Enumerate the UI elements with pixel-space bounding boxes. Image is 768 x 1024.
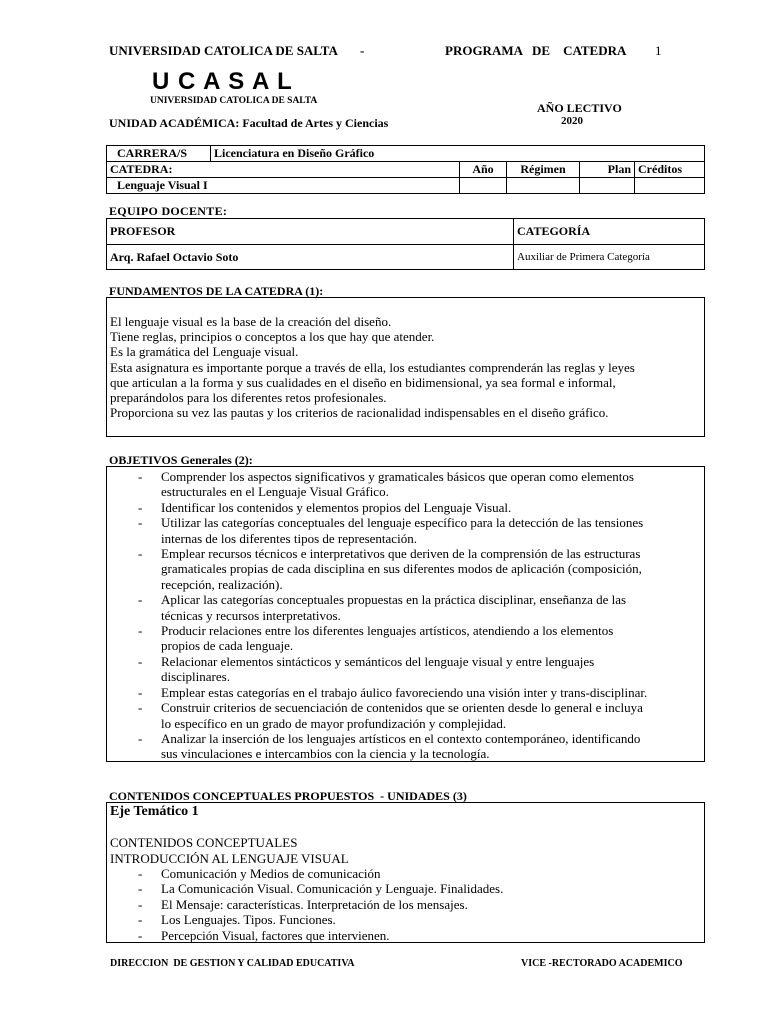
fundamentos-title: FUNDAMENTOS DE LA CATEDRA (1): (109, 284, 324, 298)
fundamentos-box (106, 297, 705, 437)
contenido-item: - Percepción Visual, factores que intervienen. (107, 928, 704, 943)
objetivo-item: - Producir relaciones entre los diferentes lenguajes artísticos, atendiendo a los elementos propios de cada lenguaje. (107, 623, 704, 654)
contenidos-title: CONTENIDOS CONCEPTUALES PROPUESTOS - UNIDADES (3) (109, 789, 467, 803)
col-regimen: Régimen (507, 162, 580, 178)
footer-right: VICE -RECTORADO ACADEMICO (521, 958, 683, 969)
team-title: EQUIPO DOCENTE: (109, 204, 228, 218)
col-categoria: CATEGORÍA (514, 219, 705, 245)
col-ano: Año (460, 162, 507, 178)
col-profesor: PROFESOR (107, 219, 514, 245)
contenido-item: - Comunicación y Medios de comunicación (107, 866, 704, 881)
header-program: PROGRAMA DE CATEDRA (445, 43, 627, 58)
col-plan: Plan (580, 162, 635, 178)
objetivo-item: - Emplear recursos técnicos e interpretativos que deriven de la comprensión de las estructuras gramaticales propias de cada disciplina en sus diferentes modos de aplicación (composición, recepción, realización). (107, 546, 704, 592)
objetivo-item: - Construir criterios de secuenciación de contenidos que se orienten desde lo general e incluya lo específico en un grado de mayor profundización y complejidad. (107, 700, 704, 731)
fundamentos-line: Proporciona su vez las pautas y los criterios de racionalidad indispensables en el diseño gráfico. (110, 405, 609, 421)
contenido-item: - El Mensaje: características. Interpretación de los mensajes. (107, 897, 704, 912)
objetivo-item: - Aplicar las categorías conceptuales propuestas en la práctica disciplinar, enseñanza de las técnicas y recursos interpretativos. (107, 592, 704, 623)
career-value: Licenciatura en Diseño Gráfico (211, 146, 705, 162)
career-table (106, 145, 705, 194)
contenido-item: - La Comunicación Visual. Comunicación y Lenguaje. Finalidades. (107, 881, 704, 896)
logo-subtitle: UNIVERSIDAD CATOLICA DE SALTA (150, 96, 318, 106)
fundamentos-line: preparándolos para los diferentes retos profesionales. (110, 390, 387, 406)
objetivo-item: - Comprender los aspectos significativos y gramaticales básicos que operan como elementos estructurales en el Lenguaje Visual Gráfico. (107, 469, 704, 500)
career-label: CARRERA/S (107, 146, 211, 162)
contenidos-box (106, 802, 705, 943)
fundamentos-line: Es la gramática del Lenguaje visual. (110, 344, 299, 360)
eje-tematico: Eje Temático 1 (110, 804, 199, 819)
objetivo-item: - Analizar la inserción de los lenguajes artísticos en el contexto contemporáneo, identificando sus vinculaciones e intercambios con la ciencia y la tecnología. (107, 731, 704, 762)
objetivos-list (107, 469, 704, 762)
catedra-value: Lenguaje Visual I (107, 178, 460, 194)
contenidos-intro: INTRODUCCIÓN AL LENGUAJE VISUAL (110, 850, 349, 866)
fundamentos-line: que articulan a la forma y sus cualidades en el diseño en bidimensional, ya sea formal e informal, (110, 374, 616, 390)
col-creditos: Créditos (635, 162, 705, 178)
contenidos-list (107, 866, 704, 943)
footer-left: DIRECCION DE GESTION Y CALIDAD EDUCATIVA (110, 958, 355, 969)
objetivos-title: OBJETIVOS Generales (2): (109, 453, 253, 467)
fundamentos-line: Tiene reglas, principios o conceptos a los que hay que atender. (110, 329, 435, 345)
header-university: UNIVERSIDAD CATOLICA DE SALTA (109, 43, 338, 58)
ucasal-logo: U C A S A L (152, 68, 293, 95)
profesor-category: Auxiliar de Primera Categoría (514, 245, 705, 270)
academic-unit: UNIDAD ACADÉMICA: Facultad de Artes y Ciencias (109, 116, 389, 130)
year-label: AÑO LECTIVO (537, 101, 622, 115)
profesor-name: Arq. Rafael Octavio Soto (107, 245, 514, 270)
team-table (106, 218, 705, 270)
header-page-number: 1 (655, 43, 662, 58)
objetivo-item: - Relacionar elementos sintácticos y semánticos del lenguaje visual y entre lenguajes disciplinares. (107, 654, 704, 685)
objetivo-item: - Identificar los contenidos y elementos propios del Lenguaje Visual. (107, 500, 704, 515)
objetivo-item: - Utilizar las categorías conceptuales del lenguaje específico para la detección de las tensiones internas de los diferentes tipos de representación. (107, 515, 704, 546)
catedra-label: CATEDRA: (107, 162, 460, 178)
objetivos-box (106, 466, 705, 762)
objetivo-item: - Emplear estas categorías en el trabajo áulico favoreciendo una visión inter y trans-disciplinar. (107, 685, 704, 700)
year-value: 2020 (561, 115, 583, 127)
contenido-item: - Los Lenguajes. Tipos. Funciones. (107, 912, 704, 927)
header-dash: - (360, 43, 365, 58)
fundamentos-line: El lenguaje visual es la base de la creación del diseño. (110, 314, 392, 329)
contenidos-subtitle: CONTENIDOS CONCEPTUALES (110, 835, 298, 850)
fundamentos-line: Esta asignatura es importante porque a través de ella, los estudiantes comprenderán las reglas y leyes (110, 359, 635, 375)
